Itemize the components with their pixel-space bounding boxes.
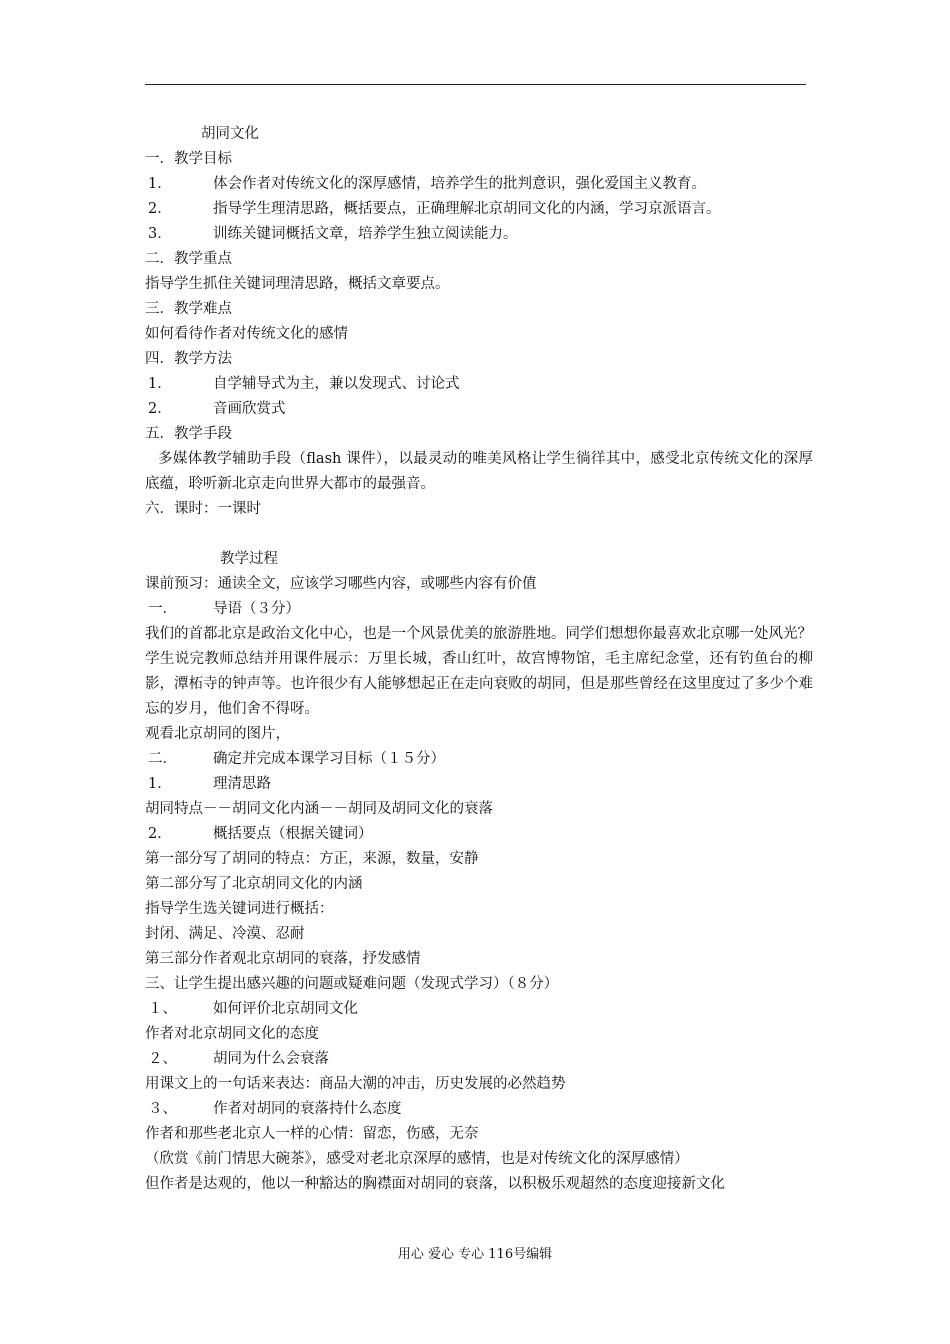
preview-text: 课前预习：通读全文，应该学习哪些内容，或哪些内容有价值 <box>145 576 537 592</box>
item-text: 自学辅导式为主，兼以发现式、讨论式 <box>213 376 460 392</box>
question-item <box>145 1047 813 1072</box>
objective-item <box>145 197 813 222</box>
question-number: ２、 <box>148 1051 177 1067</box>
item-text: 概括要点（根据关键词） <box>213 826 373 842</box>
question-number: ３、 <box>148 1101 177 1117</box>
section-text: 确定并完成本课学习目标（１５分） <box>213 751 445 767</box>
objective-item <box>145 172 813 197</box>
part-2-text: 第二部分写了北京胡同文化的内涵 <box>145 876 363 892</box>
spacer <box>145 522 813 547</box>
section-1 <box>145 597 813 622</box>
question-text: 胡同为什么会衰落 <box>213 1051 329 1067</box>
means-text: 多媒体教学辅助手段（flash 课件），以最灵动的唯美风格让学生徜徉其中，感受北京传统文化的深厚底蕴，聆听新北京走向世界大都市的最强音。 <box>145 451 813 492</box>
item-number: 2． <box>148 826 172 842</box>
item-text: 音画欣赏式 <box>213 401 286 417</box>
section-number: 二． <box>148 751 177 767</box>
header-rule <box>145 84 806 85</box>
methods-heading: 四．教学方法 <box>145 351 232 367</box>
process-title: 教学过程 <box>220 551 278 567</box>
paragraph: 学生说完教师总结并用课件展示：万里长城，香山红叶，故宫博物馆，毛主席纪念堂，还有钓鱼台的柳影，潭柘寺的钟声等。也许很少有人能够想起正在走向衰败的胡同，但是那些曾经在这里度过了多少个难忘的岁月，他们舍不得呀。 <box>145 651 813 717</box>
document-title: 胡同文化 <box>201 126 259 142</box>
guide-text: 指导学生选关键词进行概括： <box>145 901 334 917</box>
paragraph: 观看北京胡同的图片， <box>145 726 290 742</box>
page-footer: 用心 爱心 专心 116号编辑 <box>397 1247 553 1262</box>
section-number: 一． <box>148 601 177 617</box>
part-3-text: 第三部分作者观北京胡同的衰落，抒发感情 <box>145 951 421 967</box>
section-2 <box>145 747 813 772</box>
difficulty-text: 如何看待作者对传统文化的感情 <box>145 326 348 342</box>
subsection <box>145 822 813 847</box>
hours-text: 六．课时：一课时 <box>145 501 261 517</box>
part-1-text: 第一部分写了胡同的特点：方正，来源，数量，安静 <box>145 851 479 867</box>
answer-text: （欣赏《前门情思大碗茶》，感受对老北京深厚的感情，也是对传统文化的深厚感情） <box>145 1151 689 1167</box>
subsection <box>145 772 813 797</box>
item-number: 2． <box>148 201 172 217</box>
item-text: 训练关键词概括文章，培养学生独立阅读能力。 <box>213 226 518 242</box>
question-number: １、 <box>148 1001 177 1017</box>
answer-text: 用课文上的一句话来表达：商品大潮的冲击，历史发展的必然趋势 <box>145 1076 566 1092</box>
answer-text: 作者和那些老北京人一样的心情：留恋，伤感，无奈 <box>145 1126 479 1142</box>
method-item <box>145 372 813 397</box>
item-number: 2． <box>148 401 172 417</box>
document-body <box>145 122 813 1197</box>
item-number: 1． <box>148 776 172 792</box>
question-item <box>145 997 813 1022</box>
item-number: 3． <box>148 226 172 242</box>
section-text: 导语（３分） <box>213 601 300 617</box>
item-text: 体会作者对传统文化的深厚感情，培养学生的批判意识，强化爱国主义教育。 <box>213 176 706 192</box>
answer-text: 作者对北京胡同文化的态度 <box>145 1026 319 1042</box>
question-item <box>145 1097 813 1122</box>
difficulty-heading: 三．教学难点 <box>145 301 232 317</box>
keypoint-heading: 二．教学重点 <box>145 251 232 267</box>
item-number: 1． <box>148 376 172 392</box>
item-text: 理清思路 <box>213 776 271 792</box>
keywords-text: 封闭、满足、冷漠、忍耐 <box>145 926 305 942</box>
question-text: 如何评价北京胡同文化 <box>213 1001 358 1017</box>
objectives-heading: 一．教学目标 <box>145 151 232 167</box>
section-3: 三、让学生提出感兴趣的问题或疑难问题（发现式学习）（８分） <box>145 976 559 992</box>
objective-item <box>145 222 813 247</box>
paragraph: 我们的首都北京是政治文化中心，也是一个风景优美的旅游胜地。同学们想想你最喜欢北京哪一处风光？ <box>145 626 812 642</box>
question-text: 作者对胡同的衰落持什么态度 <box>213 1101 402 1117</box>
keypoint-text: 指导学生抓住关键词理清思路，概括文章要点。 <box>145 276 450 292</box>
answer-text: 但作者是达观的，他以一种豁达的胸襟面对胡同的衰落，以积极乐观超然的态度迎接新文化 <box>145 1176 725 1192</box>
means-heading: 五．教学手段 <box>145 426 232 442</box>
method-item <box>145 397 813 422</box>
item-number: 1． <box>148 176 172 192</box>
structure-text: 胡同特点－－胡同文化内涵－－胡同及胡同文化的衰落 <box>145 801 493 817</box>
item-text: 指导学生理清思路，概括要点，正确理解北京胡同文化的内涵，学习京派语言。 <box>213 201 721 217</box>
